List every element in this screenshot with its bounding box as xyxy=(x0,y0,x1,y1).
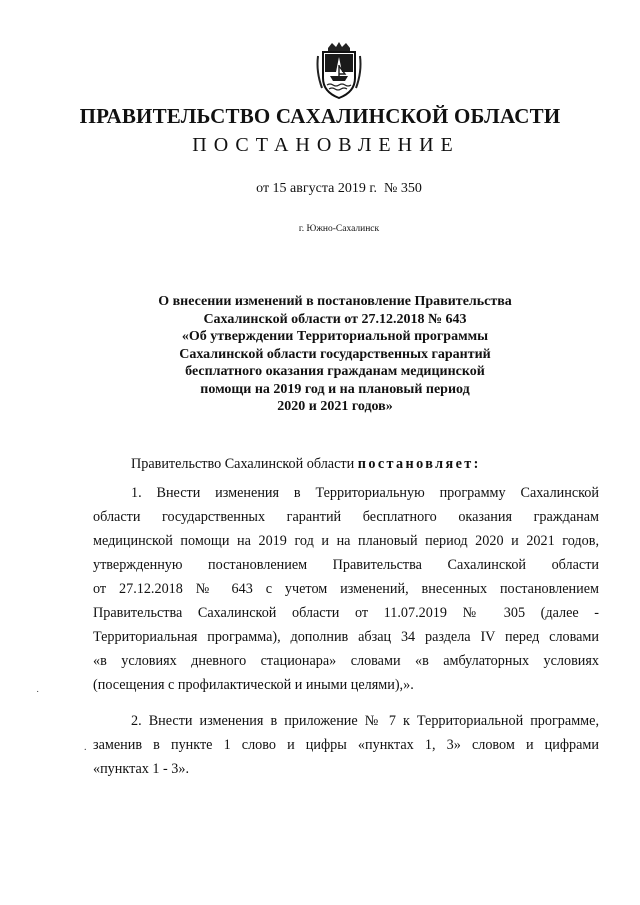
title-line: бесплатного оказания гражданам медицинской xyxy=(185,364,485,379)
title-line: «Об утверждении Территориальной программы xyxy=(181,329,489,344)
paragraph-line: «пунктах 1 - 3». xyxy=(93,761,190,777)
paragraph-line: 2. Внести изменения в приложение № 7 к Территориальной программе, xyxy=(131,713,599,729)
paragraph-line: утвержденную постановлением Правительства Сахалинской области xyxy=(93,557,599,573)
intro-line xyxy=(93,452,599,476)
sakhalin-coat-of-arms-icon xyxy=(314,42,364,100)
title-line: О внесении изменений в постановление Правительства xyxy=(158,294,512,309)
paragraph-1 xyxy=(93,481,599,697)
paragraph-line: Территориальная программа), дополнив абзац 34 раздела IV перед словами xyxy=(93,629,599,645)
paragraph-line: (посещения с профилактической и иными целями),». xyxy=(93,677,414,693)
title-line: Сахалинской области государственных гарантий xyxy=(179,346,491,362)
date-and-number: от 15 августа 2019 г. № 350 xyxy=(256,181,422,196)
paragraph-line: «в условиях дневного стационара» словами «в амбулаторных условиях xyxy=(93,653,599,669)
intro-emphasis: постановляет: xyxy=(357,456,481,472)
paragraph-line: 1. Внести изменения в Территориальную программу Сахалинской xyxy=(131,485,599,501)
title-line: 2020 и 2021 годов» xyxy=(277,399,393,414)
intro-paragraph xyxy=(93,452,599,476)
paragraph-line: медицинской помощи на 2019 год и на плановый период 2020 и 2021 годов, xyxy=(93,533,599,549)
intro-text: Правительство Сахалинской области xyxy=(131,456,358,472)
city: г. Южно-Сахалинск xyxy=(298,224,380,234)
document-title xyxy=(150,293,520,416)
paragraph-2 xyxy=(93,709,599,781)
scan-artifact-mark: . xyxy=(84,742,87,753)
title-line: помощи на 2019 год и на плановый период xyxy=(200,381,470,397)
paragraph-line: заменив в пункте 1 слово и цифры «пунктах 1, 3» словом и цифрами xyxy=(93,737,599,753)
title-line: Сахалинской области от 27.12.2018 № 643 xyxy=(203,311,467,327)
paragraph-line: Правительства Сахалинской области от 11.07.2019 № 305 (далее - xyxy=(93,605,599,621)
document-type: ПОСТАНОВЛЕНИЕ xyxy=(192,134,460,156)
scan-artifact-mark: ˙ xyxy=(36,690,40,701)
paragraph-line: области государственных гарантий бесплатного оказания гражданам xyxy=(93,509,599,525)
paragraph-line: от 27.12.2018 № 643 с учетом изменений, внесенных постановлением xyxy=(93,581,599,597)
government-name: ПРАВИТЕЛЬСТВО САХАЛИНСКОЙ ОБЛАСТИ xyxy=(79,104,561,128)
